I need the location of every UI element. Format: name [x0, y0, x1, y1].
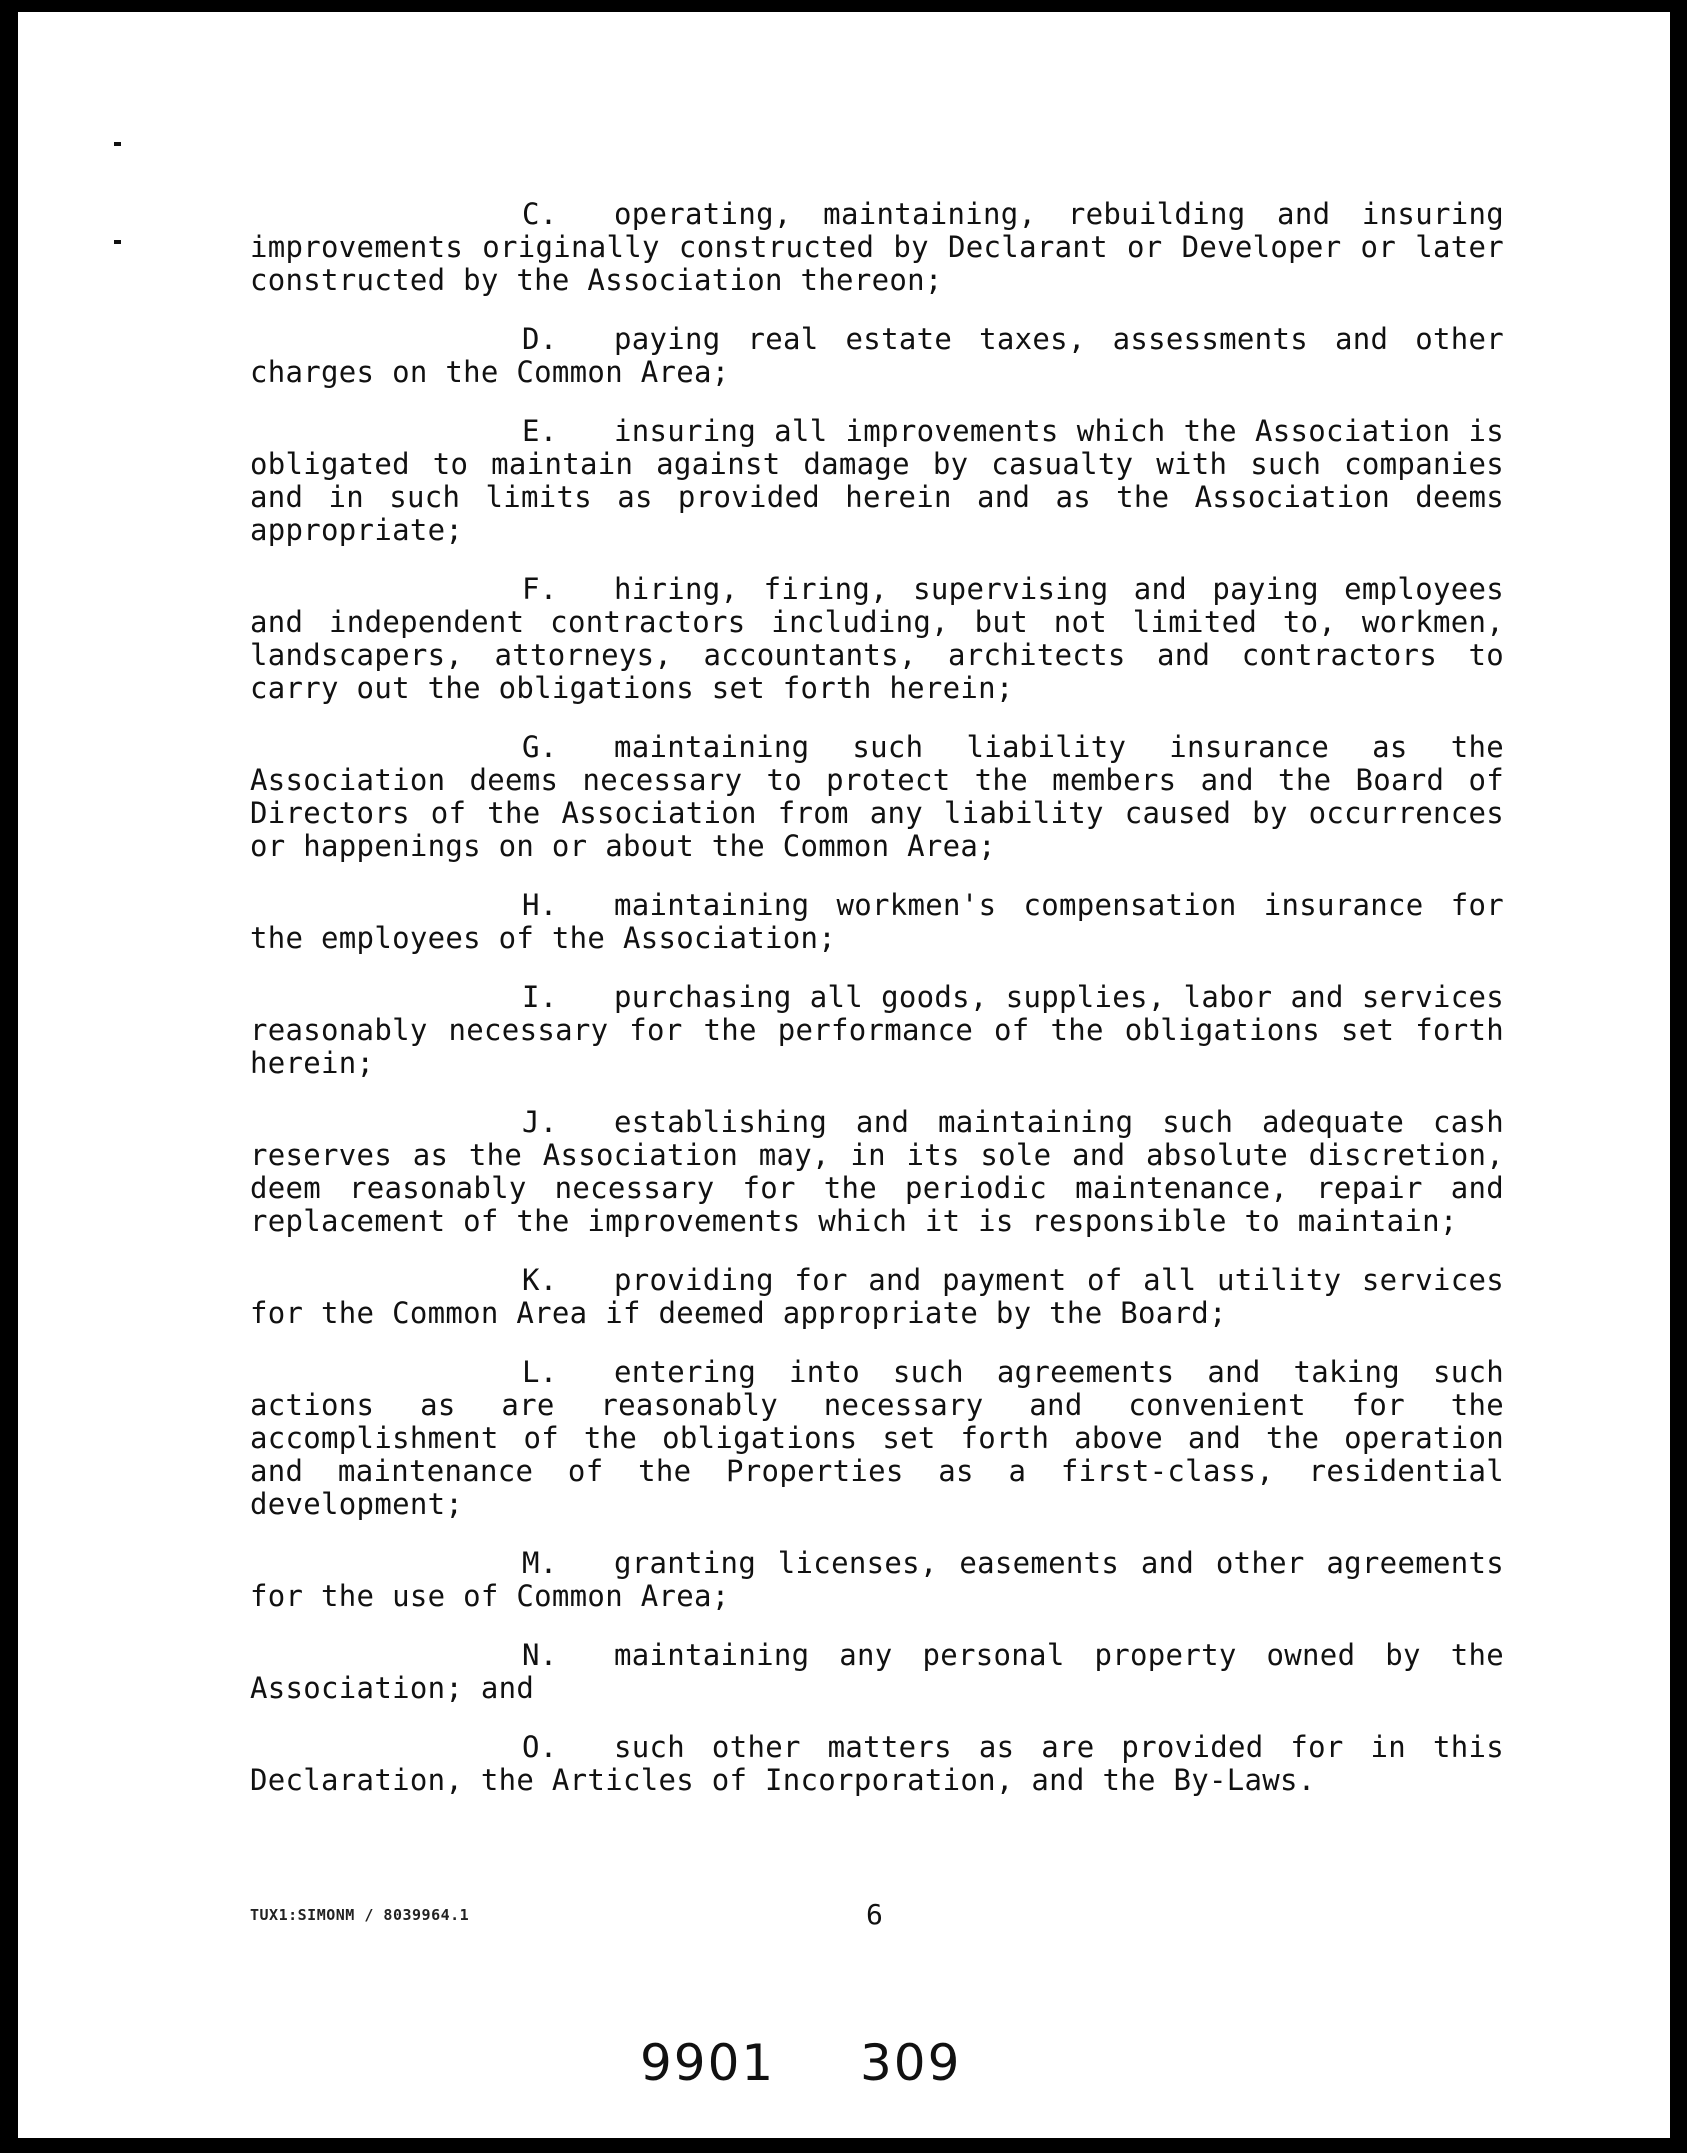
clause-letter: H.	[522, 888, 558, 922]
clause-text: insuring all improvements which the Association is obligated to maintain against damage by casualty with such companies and in such limits as provided herein and as the Association deems appropriate;	[250, 414, 1504, 547]
clause-letter: J.	[522, 1105, 558, 1139]
clause-text: purchasing all goods, supplies, labor and services reasonably necessary for the performance of the obligations set forth herein;	[250, 980, 1504, 1080]
clause-letter: F.	[522, 572, 558, 606]
clause-text: providing for and payment of all utility services for the Common Area if deemed appropriate by the Board;	[250, 1263, 1504, 1330]
clause-f	[250, 573, 1504, 705]
clause-letter: C.	[522, 197, 558, 231]
clause-text: maintaining such liability insurance as the Association deems necessary to protect the members and the Board of Directors of the Association from any liability caused by occurrences or happenings on or about the Common Area;	[250, 730, 1504, 863]
clause-h	[250, 889, 1504, 955]
clause-m	[250, 1547, 1504, 1613]
clause-letter: M.	[522, 1546, 558, 1580]
clause-l	[250, 1356, 1504, 1521]
clause-letter: E.	[522, 414, 558, 448]
clause-letter: N.	[522, 1638, 558, 1672]
recording-book-number: 9901	[640, 2034, 776, 2092]
clause-n	[250, 1639, 1504, 1705]
clause-text: paying real estate taxes, assessments and other charges on the Common Area;	[250, 322, 1504, 389]
clause-d	[250, 323, 1504, 389]
clause-text: such other matters as are provided for in this Declaration, the Articles of Incorporation, and the By-Laws.	[250, 1730, 1504, 1797]
recording-page-number: 309	[860, 2034, 962, 2092]
clause-k	[250, 1264, 1504, 1330]
clause-list	[250, 198, 1504, 1823]
clause-text: hiring, firing, supervising and paying employees and independent contractors including, but not limited to, workmen, landscapers, attorneys, accountants, architects and contractors to carry out the obligations set forth herein;	[250, 572, 1504, 705]
clause-g	[250, 731, 1504, 863]
clause-text: maintaining workmen's compensation insurance for the employees of the Association;	[250, 888, 1504, 955]
clause-o	[250, 1731, 1504, 1797]
clause-letter: K.	[522, 1263, 558, 1297]
clause-letter: L.	[522, 1355, 558, 1389]
clause-text: establishing and maintaining such adequate cash reserves as the Association may, in its sole and absolute discretion, deem reasonably necessary for the periodic maintenance, repair and replacement of the improvements which it is responsible to maintain;	[250, 1105, 1504, 1238]
clause-letter: I.	[522, 980, 558, 1014]
document-code: TUX1:SIMONM / 8039964.1	[250, 1906, 470, 1924]
scan-speck	[114, 240, 121, 244]
scan-speck	[114, 142, 121, 146]
clause-letter: O.	[522, 1730, 558, 1764]
clause-e	[250, 415, 1504, 547]
clause-text: granting licenses, easements and other agreements for the use of Common Area;	[250, 1546, 1504, 1613]
document-page	[18, 12, 1670, 2138]
clause-letter: G.	[522, 730, 558, 764]
clause-text: maintaining any personal property owned by the Association; and	[250, 1638, 1504, 1705]
clause-j	[250, 1106, 1504, 1238]
clause-text: operating, maintaining, rebuilding and insuring improvements originally constructed by Declarant or Developer or later constructed by the Association thereon;	[250, 197, 1504, 297]
page-number: 6	[866, 1898, 883, 1931]
clause-c	[250, 198, 1504, 297]
clause-text: entering into such agreements and taking such actions as are reasonably necessary and convenient for the accomplishment of the obligations set forth above and the operation and maintenance of the Properties as a first-class, residential development;	[250, 1355, 1504, 1521]
clause-letter: D.	[522, 322, 558, 356]
clause-i	[250, 981, 1504, 1080]
